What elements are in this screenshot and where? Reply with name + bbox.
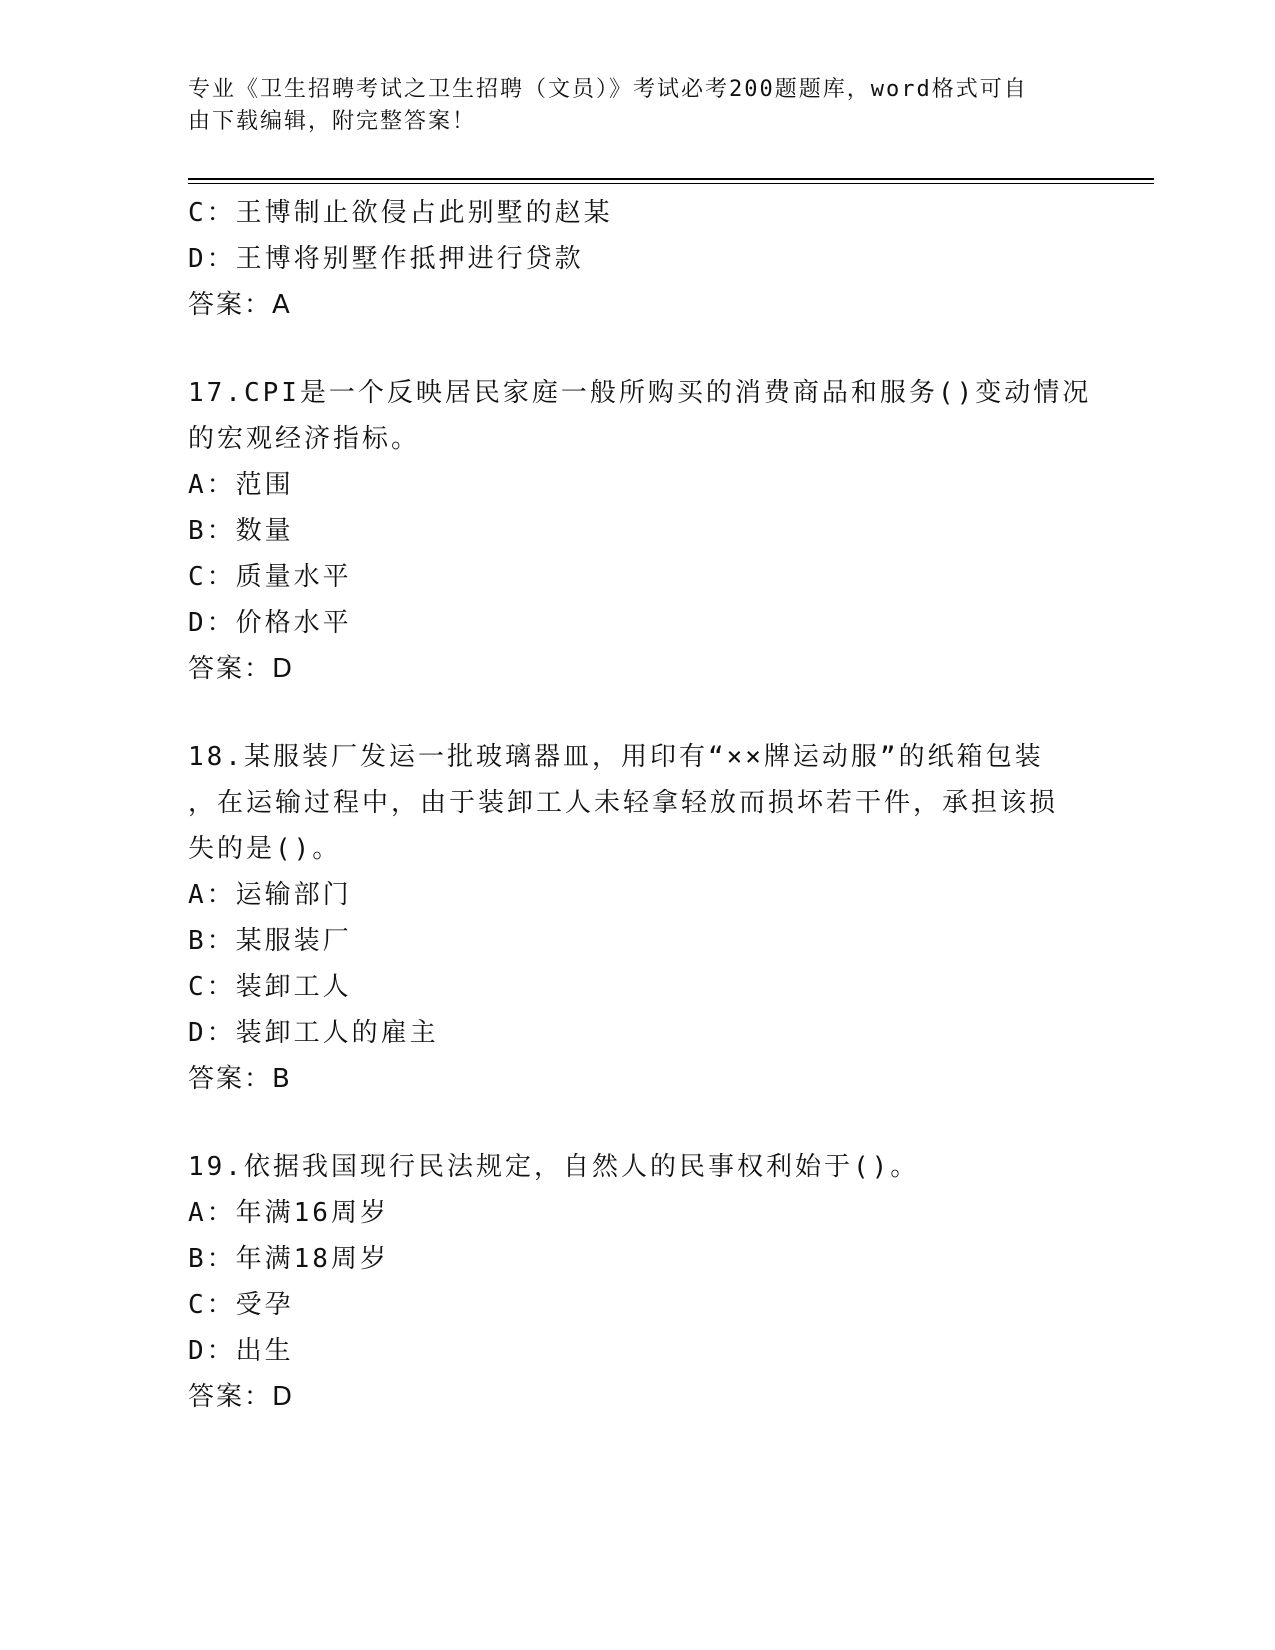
answer-line: 答案：B [188,1064,292,1094]
option-c: C：王博制止欲侵占此别墅的赵某 [188,198,613,228]
previous-question-tail [188,190,1088,328]
option-a: A：年满16周岁 [188,1198,389,1228]
option-d: D：价格水平 [188,608,352,638]
option-a: A：运输部门 [188,880,352,910]
header-line-2: 由下载编辑，附完整答案！ [188,109,477,134]
question-text [188,1144,1088,1190]
question-text-line: 的宏观经济指标。 [188,424,421,454]
answer-line: 答案：D [188,654,295,684]
option-c: C：装卸工人 [188,972,352,1002]
question-text [188,370,1092,462]
question-19 [188,1144,1088,1420]
question-list [188,190,1092,1420]
header-divider-thin [188,183,1154,184]
option-a: A：范围 [188,470,294,500]
document-header [188,74,1068,138]
header-line-1: 专业《卫生招聘考试之卫生招聘（文员）》考试必考200题题库，word格式可自 [188,77,1028,102]
option-b: B：某服装厂 [188,926,352,956]
answer-line: 答案：D [188,1382,295,1412]
header-divider-thick [188,178,1154,180]
option-b: B：年满18周岁 [188,1244,389,1274]
question-text-line: 失的是()。 [188,834,342,864]
question-text [188,734,1088,872]
question-text-line: 18.某服装厂发运一批玻璃器皿，用印有“××牌运动服”的纸箱包装 [188,742,1044,772]
option-d: D：出生 [188,1336,294,1366]
option-c: C：质量水平 [188,562,352,592]
option-d: D：装卸工人的雇主 [188,1018,439,1048]
question-text-line: 17.CPI是一个反映居民家庭一般所购买的消费商品和服务()变动情况 [188,378,1092,408]
answer-line: 答案：A [188,290,292,320]
option-b: B：数量 [188,516,294,546]
question-17 [188,370,1092,692]
option-c: C：受孕 [188,1290,294,1320]
option-d: D：王博将别墅作抵押进行贷款 [188,244,584,274]
question-text-line: ，在运输过程中，由于装卸工人未轻拿轻放而损坏若干件，承担该损 [188,788,1059,818]
question-18 [188,734,1088,1102]
question-text-line: 19.依据我国现行民法规定，自然人的民事权利始于()。 [188,1152,920,1182]
